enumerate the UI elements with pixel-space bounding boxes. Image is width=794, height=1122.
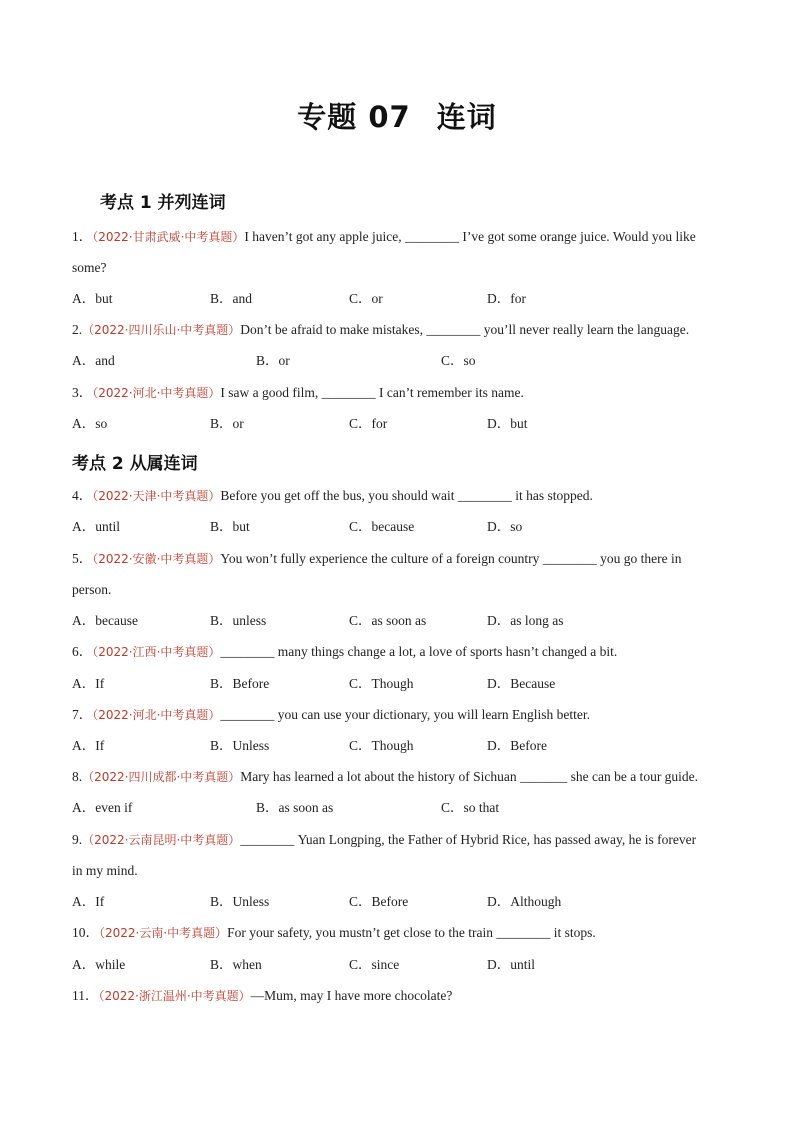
option-a[interactable]: A．and [72, 353, 115, 368]
question-2-options [72, 352, 732, 370]
question-source: （2022·甘肃武威·中考真题） [92, 230, 245, 244]
option-d[interactable]: D．until [487, 957, 536, 972]
option-b[interactable]: B．Unless [210, 894, 270, 909]
option-c[interactable]: C．or [349, 291, 383, 306]
question-source: （2022·四川成都·中考真题） [82, 770, 241, 784]
question-source: （2022·安徽·中考真题） [92, 552, 221, 566]
question-6-options [72, 675, 732, 693]
option-d[interactable]: D．as long as [487, 613, 564, 628]
question-source: （2022·河北·中考真题） [92, 386, 221, 400]
question-11-stem: 11．（2022·浙江温州·中考真题）—Mum, may I have more chocolate? [72, 988, 453, 1003]
option-a[interactable]: A．because [72, 613, 138, 628]
option-c[interactable]: C．since [349, 957, 400, 972]
option-b[interactable]: B．or [256, 353, 290, 368]
question-7-stem: 7．（2022·河北·中考真题）________ you can use your dictionary, you will learn English better. [72, 707, 590, 722]
question-5-options [72, 612, 732, 630]
question-5-stem: 5．（2022·安徽·中考真题）You won’t fully experience the culture of a foreign country ________ you go there in [72, 551, 682, 566]
question-1-stem: 1．（2022·甘肃武威·中考真题）I haven’t got any apple juice, ________ I’ve got some orange juice. Would you like [72, 229, 696, 244]
option-c[interactable]: C．because [349, 519, 415, 534]
question-3-options [72, 415, 732, 433]
question-source: （2022·天津·中考真题） [92, 489, 221, 503]
title-topic: 连词 [436, 100, 497, 134]
option-b[interactable]: B．and [210, 291, 252, 306]
option-d[interactable]: D．so [487, 519, 523, 534]
question-10-stem: 10．（2022·云南·中考真题）For your safety, you mustn’t get close to the train ________ it stops. [72, 925, 596, 940]
question-source: （2022·河北·中考真题） [92, 708, 221, 722]
option-b[interactable]: B．unless [210, 613, 267, 628]
question-4-options [72, 518, 732, 536]
option-c[interactable]: C．for [349, 416, 388, 431]
option-a[interactable]: A．so [72, 416, 108, 431]
option-b[interactable]: B．as soon as [256, 800, 334, 815]
option-b[interactable]: B．Unless [210, 738, 270, 753]
option-c[interactable]: C．Though [349, 676, 414, 691]
option-b[interactable]: B．when [210, 957, 262, 972]
question-8-stem: 8.（2022·四川成都·中考真题）Mary has learned a lot about the history of Sichuan _______ she can be a tour guide. [72, 769, 699, 784]
option-a[interactable]: A．If [72, 894, 105, 909]
question-3-stem: 3．（2022·河北·中考真题）I saw a good film, ________ I can’t remember its name. [72, 385, 524, 400]
section-heading-coordinating: 考点 1 并列连词 [100, 193, 226, 213]
question-6-stem: 6．（2022·江西·中考真题）________ many things change a lot, a love of sports hasn’t changed a bit. [72, 644, 618, 659]
question-10-options [72, 956, 732, 974]
option-b[interactable]: B．Before [210, 676, 270, 691]
question-7-options [72, 737, 732, 755]
option-b[interactable]: B．or [210, 416, 244, 431]
question-source: （2022·浙江温州·中考真题） [98, 989, 251, 1003]
option-d[interactable]: D．Because [487, 676, 556, 691]
title-main: 专题 07 [297, 100, 411, 134]
option-a[interactable]: A．If [72, 738, 105, 753]
question-5-stem-cont: person. [72, 582, 112, 597]
question-1-options [72, 290, 732, 308]
option-c[interactable]: C．Before [349, 894, 409, 909]
page-title [0, 95, 794, 136]
option-d[interactable]: D．but [487, 416, 528, 431]
option-d[interactable]: D．for [487, 291, 526, 306]
option-a[interactable]: A．If [72, 676, 105, 691]
question-source: （2022·江西·中考真题） [92, 645, 221, 659]
option-d[interactable]: D．Before [487, 738, 547, 753]
option-c[interactable]: C．as soon as [349, 613, 427, 628]
question-source: （2022·云南·中考真题） [99, 926, 228, 940]
option-c[interactable]: C．so that [441, 800, 500, 815]
question-1-stem-cont: some? [72, 260, 107, 275]
question-9-stem-cont: in my mind. [72, 863, 138, 878]
option-a[interactable]: A．but [72, 291, 113, 306]
question-source: （2022·四川乐山·中考真题） [82, 323, 241, 337]
question-source: （2022·云南昆明·中考真题） [82, 833, 241, 847]
option-b[interactable]: B．but [210, 519, 250, 534]
section-heading-subordinating: 考点 2 从属连词 [72, 454, 198, 474]
option-c[interactable]: C．so [441, 353, 476, 368]
option-a[interactable]: A．while [72, 957, 126, 972]
question-9-stem: 9.（2022·云南昆明·中考真题）________ Yuan Longping, the Father of Hybrid Rice, has passed away, he is forever [72, 832, 697, 847]
question-2-stem: 2.（2022·四川乐山·中考真题）Don’t be afraid to make mistakes, ________ you’ll never really learn the language. [72, 322, 690, 337]
question-4-stem: 4．（2022·天津·中考真题）Before you get off the bus, you should wait ________ it has stopped. [72, 488, 593, 503]
question-9-options [72, 893, 732, 911]
option-d[interactable]: D．Although [487, 894, 562, 909]
question-8-options [72, 799, 732, 817]
option-a[interactable]: A．until [72, 519, 121, 534]
option-a[interactable]: A．even if [72, 800, 133, 815]
option-c[interactable]: C．Though [349, 738, 414, 753]
